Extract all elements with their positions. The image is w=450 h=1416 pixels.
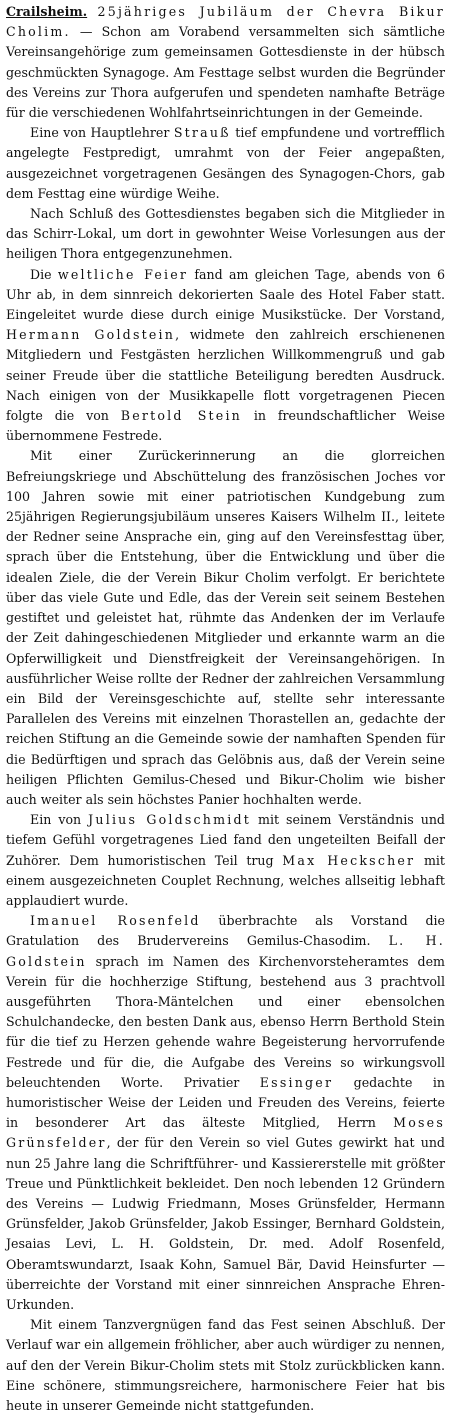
body-text: , der für den Verein so viel Gutes gewirkt hat und nun 25 Jahre lang die Schriftführer- und Kassiererstelle mit größter Treue und Pünktlichkeit bekleidet. Den noch lebenden 12 Gründern des Vereins — Ludwig Friedmann, Moses Grünsfelder, Hermann Grünsfelder, Jakob Grünsfelder, Jakob Essinger, Bernhard Goldstein, Jesaias Levi, L. H. Goldstein, Dr. med. Adolf Rosenfeld, Oberamtswundarzt, Isaak Kohn, Samuel Bär, David Heinsfurter — überreichte der Vorstand mit einer sinnreichen Ansprache Ehren-Urkunden. (6, 1135, 445, 1312)
article-paragraph-4 (6, 265, 445, 447)
spaced-emphasis-text: Moses Grünsfelder (6, 1115, 445, 1151)
body-text: — Schon am Vorabend versammelten sich sämtliche Vereinsangehörige zum gemeinsamen Gottesdienste in der hübsch geschmückten Synagoge. Am Festtage selbst wurden die Begründer des Vereins zur Thora aufgerufen und spendeten namhafte Beträge für die verschiedenen Wohlfahrtseinrichtungen in der Gemeinde. (6, 24, 445, 121)
body-text: Eine von Hauptlehrer (30, 125, 174, 141)
article-paragraph-2 (6, 123, 445, 204)
paragraph-body (6, 4, 445, 120)
spaced-emphasis-text: Max Heckscher (282, 852, 416, 868)
body-text: überbrachte als Vorstand die Gratulation des Brudervereins Gemilus-Chasodim. (6, 913, 446, 949)
spaced-emphasis-text: Julius Goldschmidt (88, 812, 251, 828)
body-text: fand am gleichen Tage, abends von 6 Uhr ab, in dem sinnreich dekorierten Saale des Hotel Faber statt. Eingeleitet wurde diese durch einige Musikstücke. Der Vorstand, (6, 266, 445, 323)
article-paragraph-8 (6, 1315, 445, 1416)
spaced-emphasis-text: Imanuel Rosenfeld (30, 913, 201, 929)
spaced-emphasis-text: Hermann Goldstein (6, 327, 176, 343)
spaced-emphasis-text: Strauß (173, 125, 231, 141)
body-text: Ein von (30, 812, 89, 828)
spaced-emphasis-text: Essinger (259, 1074, 334, 1090)
spaced-emphasis-text: L. H. Goldstein (6, 933, 445, 969)
body-text: mit einem ausgezeichneten Couplet Rechnung, welches allseitig lebhaft applaudiert wurde. (6, 852, 445, 908)
body-text: Mit einem Tanzvergnügen fand das Fest seinen Abschluß. Der Verlauf war ein allgemein fröhlicher, aber auch würdiger zu nennen, auf den der Verein Bikur-Cholim stets mit Stolz zurückblicken kann. Eine schönere, stimmungsreichere, harmonischere Feier hat bis heute in unserer Gemeinde nicht stattgefunden. (6, 1317, 445, 1414)
article-paragraph-1 (6, 2, 445, 123)
body-text (87, 4, 97, 19)
body-text: in freundschaftlicher Weise übernommene Festrede. (6, 408, 445, 444)
body-text: sprach im Namen des Kirchenvorsteheramtes dem Verein für die hochherzige Stiftung, bestehend aus 3 prachtvoll ausgeführten Thora-Mäntelchen und einer ebensolchen Schulchandecke, den besten Dank aus, ebenso Herrn Berthold Stein für die tief zu Herzen gehende wahre Begeisterung hervorrufende Festrede und für die, die Aufgabe des Vereins so wirkungsvoll beleuchtenden Worte. Privatier (6, 953, 445, 1090)
article-paragraph-5 (6, 446, 445, 810)
spaced-emphasis-text: Bertold Stein (120, 408, 242, 424)
body-text: Nach Schluß des Gottesdienstes begaben sich die Mitglieder in das Schirr-Lokal, um dort in gewohnter Weise Vorlesungen aus der heiligen Thora entgegenzunehmen. (6, 206, 445, 262)
dateline: Crailsheim. (6, 4, 88, 19)
spaced-emphasis-text: 25jähriges Jubiläum der Chevra Bikur Cholim. (6, 4, 445, 40)
spaced-emphasis-text: weltliche Feier (57, 266, 189, 282)
article-paragraph-3 (6, 204, 445, 265)
body-text: Die (30, 266, 58, 282)
article-paragraph-7 (6, 911, 445, 1315)
body-text: mit seinem Verständnis und tiefem Gefühl vorgetragenes Lied fand den ungeteilten Beifall der Zuhörer. Dem humoristischen Teil trug (6, 812, 445, 868)
body-text: Mit einer Zurückerinnerung an die glorreichen Befreiungskriege und Abschüttelung des französischen Joches vor 100 Jahren sowie mit einer patriotischen Kundgebung zum 25jährigen Regierungsjubiläum unseres Kaisers Wilhelm II., leitete der Redner seine Ansprache ein, ging auf den Vereinsfesttag über, sprach über die Entstehung, über die Entwicklung und über die idealen Ziele, die der Verein Bikur Cholim verfolgt. Er berichtete über das viele Gute und Edle, das der Verein seit seinem Bestehen gestiftet und geleistet hat, rühmte das Andenken der im Verlaufe der Zeit dahingeschiedenen Mitglieder und erkannte warm an die Opferwilligkeit und Dienstfreigkeit der Vereinsangehörigen. In ausführlicher Weise rollte der Redner der zahlreichen Versammlung ein Bild der Vereinsgeschichte auf, stellte sehr interessante Parallelen des Vereins mit einzelnen Thorastellen an, gedachte der reichen Stiftung an die Gemeinde sowie der namhaften Spenden für die Bedürftigen und sprach das Gelöbnis aus, daß der Verein seine heiligen Pflichten Gemilus-Chesed und Bikur-Cholim wie bisher auch weiter als sein höchstes Panier hochhalten werde. (6, 448, 445, 807)
body-text: gedachte in humoristischer Weise der Leiden und Freuden des Vereins, feierte in besonderer Art das älteste Mitglied, Herrn (6, 1074, 445, 1131)
article-paragraph-6 (6, 810, 445, 911)
body-text: tief empfundene und vortrefflich angelegte Festpredigt, umrahmt von der Feier angepaßten, ausgezeichnet vorgetragenen Gesängen des Synagogen-Chors, gab dem Festtag eine würdige Weihe. (6, 125, 445, 201)
body-text: , widmete den zahlreich erschienenen Mitgliedern und Festgästen herzlichen Willkommengruß und gab seiner Freude über die stattliche Beteiligung beredten Ausdruck. Nach einigen von der Musikkapelle flott vorgetragenen Piecen folgte die von (6, 327, 446, 424)
